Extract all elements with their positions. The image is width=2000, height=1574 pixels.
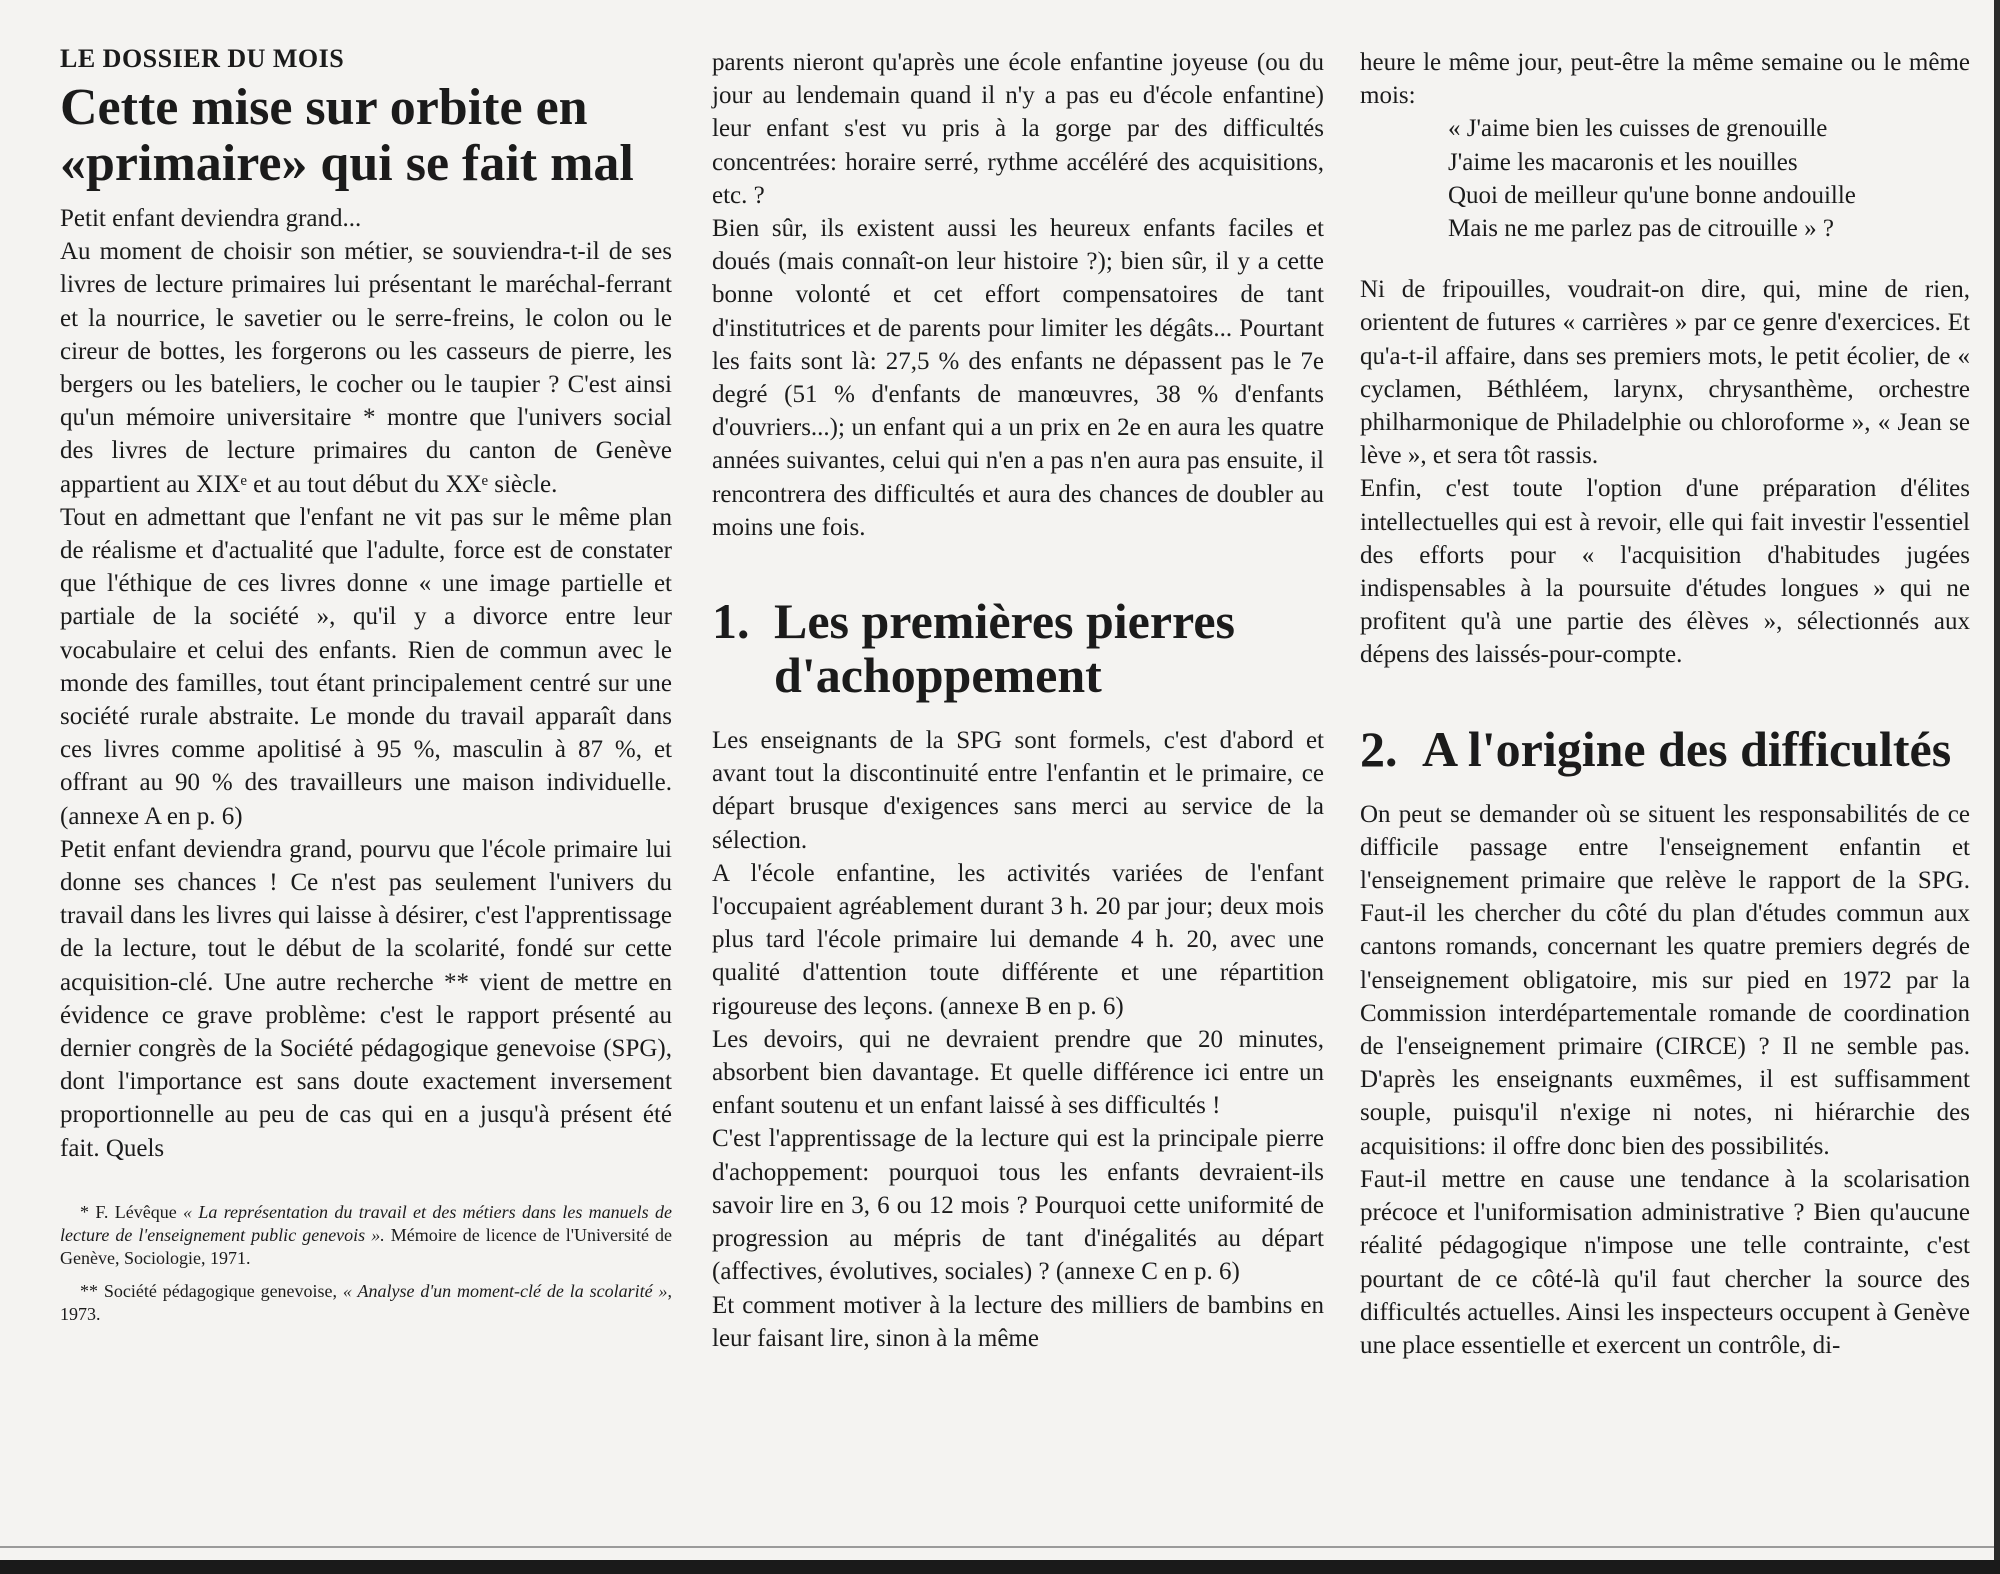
paragraph: parents nieront qu'après une école enfantine joyeuse (ou du jour au lendemain quand il n'y a pas eu d'école enfantine) leur enfant s'est vu pris à la gorge par des difficultés concentrées: horaire serré, rythme accéléré des acquisitions, etc. ? xyxy=(712,49,1324,209)
paragraph: heure le même jour, peut-être la même semaine ou le même mois: xyxy=(1360,49,1970,110)
footnote-1 xyxy=(60,1201,672,1270)
paragraph: Bien sûr, ils existent aussi les heureux enfants faciles et doués (mais connaît-on leur histoire ?); bien sûr, il y a cette bonne volonté et cet effort compensatoires de tant d'institutrices et de parents pour limiter les dégâts... Pourtant les faits sont là: 27,5 % des enfants ne dépassent pas le 7e degré (51 % d'enfants de manœuvres, 38 % d'enfants d'ouvriers...); un enfant qui a un prix en 2e en aura les quatre années suivantes, celui qui n'en a pas n'en aura pas ensuite, il rencontrera des difficultés et aura des chances de doubler au moins une fois. xyxy=(712,215,1324,541)
paragraph: Tout en admettant que l'enfant ne vit pas sur le même plan de réalisme et d'actualité que l'adulte, force est de constater que l'éthique de ces livres donne « une image partielle et partiale de la société », qu'il y a divorce entre leur vocabulaire et celui des enfants. Rien de commun avec le monde des familles, tout étant principalement centré sur une société rurale abstraite. Le monde du travail apparaît dans ces livres comme apolitisé à 95 %, masculin à 87 %, et offrant au 90 % des travailleurs une maison individuelle. (annexe A en p. 6) xyxy=(60,503,672,830)
paragraph: On peut se demander où se situent les responsabilités de ce difficile passage entre l'enseignement enfantin et l'enseignement primaire que relève le rapport de la SPG. Faut-il les chercher du côté du plan d'études commun aux cantons romands, concernant les quatre premiers degrés de l'enseignement obligatoire, mis sur pied en 1972 par la Commission interdépartementale romande de coordination de l'enseignement primaire (CIRCE) ? Il ne semble pas. D'après les enseignants euxmêmes, il est suffisamment souple, puisqu'il n'exige ni notes, ni hiérarchie des acquisitions: il offre donc bien des possibilités. xyxy=(1360,800,1970,1160)
paragraph: Petit enfant deviendra grand, pourvu que l'école primaire lui donne ses chances ! Ce n'est pas seulement l'univers du travail dans les livres qui laisse à désirer, c'est l'apprentissage de la lecture, tout le début de la scolarité, fondé sur cette acquisition-clé. Une autre recherche ** vient de mettre en évidence ce grave problème: c'est le rapport présenté au dernier congrès de la Société pédagogique genevoise (SPG), dont l'importance est sans doute exactement inversement proportionnelle au peu de cas qui en a jusqu'à présent été fait. Quels xyxy=(60,835,672,1162)
footnote-2 xyxy=(60,1280,672,1326)
column-2 xyxy=(712,46,1324,1355)
section-1-number: 1. xyxy=(712,593,750,650)
paragraph: Ni de fripouilles, voudrait-on dire, qui, mine de rien, orientent de futures « carrières » par ce genre d'exercices. Et qu'a-t-il affaire, dans ses premiers mots, le petit écolier, de « cyclamen, Béthléem, larynx, chrysanthème, orchestre philharmonique de Philadelphie ou chloroforme », « Jean se lève », et sera tôt rassis. xyxy=(1360,276,1970,470)
paragraph: C'est l'apprentissage de la lecture qui est la principale pierre d'achoppement: pourquoi tous les enfants devraient-ils savoir lire en 3, 6 ou 12 mois ? Pourquoi cette uniformité de progression au mépris de tant d'inégalités au départ (affectives, évolutives, sociales) ? (annexe C en p. 6) xyxy=(712,1125,1324,1286)
poem-line: Quoi de meilleur qu'une bonne andouille xyxy=(1448,181,1856,209)
footnote-2-year: , 1973. xyxy=(60,1280,672,1324)
page-bottom-border xyxy=(0,1560,2000,1574)
poem-line: « J'aime bien les cuisses de grenouille xyxy=(1448,115,1828,143)
page-right-border xyxy=(1994,0,2000,1560)
section-1-title: Les premières pierres d'achoppement xyxy=(774,593,1235,704)
poem-line: J'aime les macaronis et les nouilles xyxy=(1448,148,1798,176)
footnote-2-author: ** Société pédagogique genevoise, xyxy=(80,1280,338,1301)
scan-edge-line xyxy=(0,1546,2000,1548)
paragraph: A l'école enfantine, les activités variées de l'enfant l'occupaient agréablement durant 3 h. 20 par jour; deux mois plus tard l'école primaire lui demande 4 h. 20, avec une qualité d'attention toute différente et une répartition rigoureuse des leçons. (annexe B en p. 6) xyxy=(712,859,1324,1020)
footnote-2-title: « Analyse d'un moment-clé de la scolarité » xyxy=(342,1280,668,1301)
section-2-number: 2. xyxy=(1360,720,1398,777)
paragraph: Les enseignants de la SPG sont formels, c'est d'abord et avant tout la discontinuité entre l'enfantin et le primaire, ce départ brusque d'exigences sans merci au service de la sélection. xyxy=(712,727,1324,854)
poem-quote xyxy=(1448,112,1970,245)
poem-line: Mais ne me parlez pas de citrouille » ? xyxy=(1448,215,1834,243)
column-3 xyxy=(1360,46,1970,1362)
footnote-1-title: « La représentation du travail et des métiers dans les manuels de lecture de l'enseignement public genevois ». xyxy=(60,1201,672,1245)
section-2-title: A l'origine des difficultés xyxy=(1422,720,1952,777)
paragraph: Enfin, c'est toute l'option d'une préparation d'élites intellectuelles qui est à revoir, elle qui fait investir l'essentiel des efforts pour « l'acquisition d'habitudes jugées indispensables à la poursuite d'études longues » qui ne profitent qu'à une partie des élèves », sélectionnés aux dépens des laissés-pour-compte. xyxy=(1360,475,1970,669)
paragraph: Les devoirs, qui ne devraient prendre que 20 minutes, absorbent bien davantage. Et quelle différence ici entre un enfant soutenu et un enfant laissé à ses difficultés ! xyxy=(712,1025,1324,1120)
section-2-heading xyxy=(1360,722,1970,776)
section-1-heading xyxy=(712,594,1324,702)
column-1 xyxy=(60,38,672,1336)
section-kicker: LE DOSSIER DU MOIS xyxy=(60,44,345,73)
paragraph: Faut-il mettre en cause une tendance à la scolarisation précoce et l'uniformisation administrative ? Bien qu'aucune réalité pédagogique n'impose une telle contrainte, c'est pourtant de ce côté-là qu'il faut chercher la source des difficultés actuelles. Ainsi les inspecteurs occupent à Genève une place essentielle et exercent un contrôle, di- xyxy=(1360,1165,1970,1359)
paragraph: Au moment de choisir son métier, se souviendra-t-il de ses livres de lecture primaires lui présentant le maréchal-ferrant et la nourrice, le savetier ou le serre-freins, le colon ou le cireur de bottes, les forgerons ou les casseurs de pierre, les bergers ou les bateliers, le cocher ou le taupier ? C'est ainsi qu'un mémoire universitaire * montre que l'univers social des livres de lecture primaires du canton de Genève appartient au XIXᵉ et au tout début du XXᵉ siècle. xyxy=(60,238,672,498)
paragraph: Et comment motiver à la lecture des milliers de bambins en leur faisant lire, sinon à la même xyxy=(712,1291,1324,1352)
article-headline: Cette mise sur orbite en «primaire» qui se fait mal xyxy=(60,79,634,192)
paragraph: Petit enfant deviendra grand... xyxy=(60,205,362,232)
footnote-1-source: Mémoire de licence de l'Université de Genève, Sociologie, 1971. xyxy=(60,1224,672,1268)
footnote-1-author: * F. Lévêque xyxy=(80,1201,177,1222)
footnotes xyxy=(60,1201,672,1326)
